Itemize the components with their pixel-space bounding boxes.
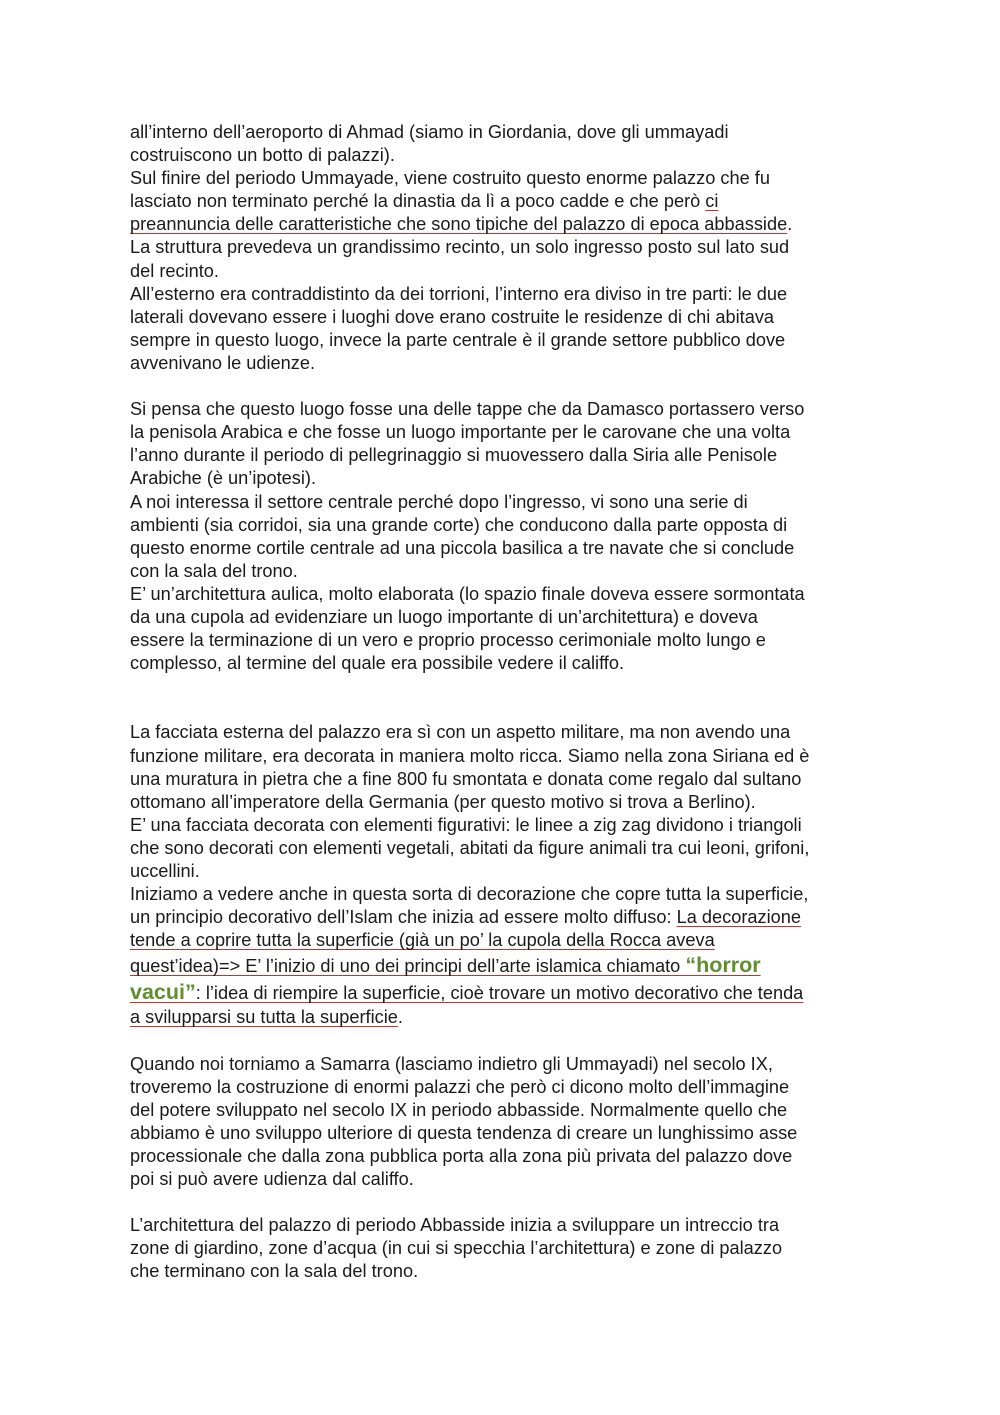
text-line: All’esterno era contraddistinto da dei torrioni, l’interno era diviso in tre parti: le due xyxy=(130,283,788,304)
text-line xyxy=(130,1006,875,1029)
text-line: avvenivano le udienze. xyxy=(130,352,316,373)
text-line: E’ una facciata decorata con elementi figurativi: le linee a zig zag dividono i triangoli xyxy=(130,814,802,835)
underlined-text: ci xyxy=(705,191,719,212)
underlined-text: preannuncia delle caratteristiche che sono tipiche del palazzo di epoca abbasside xyxy=(130,214,788,235)
paragraph-spacer xyxy=(130,1191,875,1214)
text-line: del recinto. xyxy=(130,260,219,281)
text-line: da una cupola ad evidenziare un luogo importante di un’architettura) e doveva xyxy=(130,606,758,627)
text-segment: . xyxy=(787,214,793,235)
text-line: che terminano con la sala del trono. xyxy=(130,1261,419,1282)
text-line: la penisola Arabica e che fosse un luogo importante per le carovane che una volta xyxy=(130,422,791,443)
text-line xyxy=(130,952,875,979)
text-line: Arabiche (è un’ipotesi). xyxy=(130,468,317,489)
text-segment: lasciato non terminato perché la dinastia da lì a poco cadde e che però xyxy=(130,191,706,212)
text-line xyxy=(130,979,875,1006)
text-line: Iniziamo a vedere anche in questa sorta di decorazione che copre tutta la superficie, xyxy=(130,884,809,905)
text-line: zone di giardino, zone d’acqua (in cui si specchia l’architettura) e zone di palazzo xyxy=(130,1238,783,1259)
text-line: essere la terminazione di un vero e proprio processo cerimoniale molto lungo e xyxy=(130,630,766,651)
text-line: uccellini. xyxy=(130,861,200,881)
text-segment: un principio decorativo dell’Islam che inizia ad essere molto diffuso: xyxy=(130,907,677,928)
highlighted-term: vacui” xyxy=(130,980,196,1005)
text-line: laterali dovevano essere i luoghi dove erano costruite le residenze di chi abitava xyxy=(130,306,775,327)
text-line xyxy=(130,190,875,213)
paragraph-2 xyxy=(130,398,875,675)
text-line: ottomano all’imperatore della Germania (per questo motivo si trova a Berlino). xyxy=(130,791,756,812)
text-line: all’interno dell’aeroporto di Ahmad (siamo in Giordania, dove gli ummayadi xyxy=(130,122,729,142)
text-line xyxy=(130,929,875,952)
text-line: E’ un’architettura aulica, molto elaborata (lo spazio finale doveva essere sormontata xyxy=(130,583,805,604)
text-line: Quando noi torniamo a Samarra (lasciamo indietro gli Ummayadi) nel secolo IX, xyxy=(130,1053,773,1074)
paragraph-1 xyxy=(130,121,875,375)
text-line: L’architettura del palazzo di periodo Abbasside inizia a sviluppare un intreccio tra xyxy=(130,1215,780,1236)
underlined-text: a svilupparsi su tutta la superficie xyxy=(130,1007,398,1028)
text-line: l’anno durante il periodo di pellegrinaggio si muovessero dalla Siria alle Penisole xyxy=(130,445,778,466)
text-line: ambienti (sia corridoi, sia una grande corte) che conducono dalla parte opposta di xyxy=(130,514,788,535)
text-segment: . xyxy=(397,1007,403,1028)
underlined-text: : l’idea di riempire la superficie, cioè trovare un motivo decorativo che tenda xyxy=(195,983,804,1004)
text-line: sempre in questo luogo, invece la parte centrale è il grande settore pubblico dove xyxy=(130,329,786,350)
text-line: abbiamo è uno sviluppo ulteriore di questa tendenza di creare un lunghissimo asse xyxy=(130,1122,798,1143)
text-line: poi si può avere udienza dal califfo. xyxy=(130,1169,414,1190)
underlined-text: tende a coprire tutta la superficie (già un po’ la cupola della Rocca aveva xyxy=(130,930,715,951)
paragraph-3 xyxy=(130,721,875,1029)
text-line: che sono decorati con elementi vegetali, abitati da figure animali tra cui leoni, grifoni, xyxy=(130,837,810,858)
document-page xyxy=(130,121,875,1284)
highlighted-term: “horror xyxy=(685,953,761,978)
text-line: La facciata esterna del palazzo era sì con un aspetto militare, ma non avendo una xyxy=(130,722,791,743)
text-line: Sul finire del periodo Ummayade, viene costruito questo enorme palazzo che fu xyxy=(130,168,770,189)
paragraph-spacer xyxy=(130,375,875,398)
text-line: una muratura in pietra che a fine 800 fu smontata e donata come regalo dal sultano xyxy=(130,768,802,789)
text-line: troveremo la costruzione di enormi palazzi che però ci dicono molto dell’immagine xyxy=(130,1076,790,1097)
underlined-text: La decorazione xyxy=(676,907,801,928)
paragraph-spacer xyxy=(130,675,875,721)
text-line xyxy=(130,213,875,236)
text-line: funzione militare, era decorata in maniera molto ricca. Siamo nella zona Siriana ed è xyxy=(130,745,810,766)
text-line: La struttura prevedeva un grandissimo recinto, un solo ingresso posto sul lato sud xyxy=(130,237,790,258)
paragraph-5 xyxy=(130,1214,875,1283)
text-line: con la sala del trono. xyxy=(130,560,298,581)
paragraph-spacer xyxy=(130,1029,875,1052)
text-line: complesso, al termine del quale era possibile vedere il califfo. xyxy=(130,653,625,674)
text-line: del potere sviluppato nel secolo IX in periodo abbasside. Normalmente quello che xyxy=(130,1099,788,1120)
text-line: Si pensa che questo luogo fosse una delle tappe che da Damasco portassero verso xyxy=(130,399,805,420)
text-line: questo enorme cortile centrale ad una piccola basilica a tre navate che si conclude xyxy=(130,537,795,558)
text-line: A noi interessa il settore centrale perché dopo l’ingresso, vi sono una serie di xyxy=(130,491,748,512)
underlined-text: quest’idea)=> E’ l’inizio di uno dei principi dell’arte islamica chiamato xyxy=(130,956,686,977)
paragraph-4 xyxy=(130,1053,875,1192)
text-line: processionale che dalla zona pubblica porta alla zona più privata del palazzo dove xyxy=(130,1145,793,1166)
text-line xyxy=(130,906,875,929)
text-line: costruiscono un botto di palazzi). xyxy=(130,145,395,166)
